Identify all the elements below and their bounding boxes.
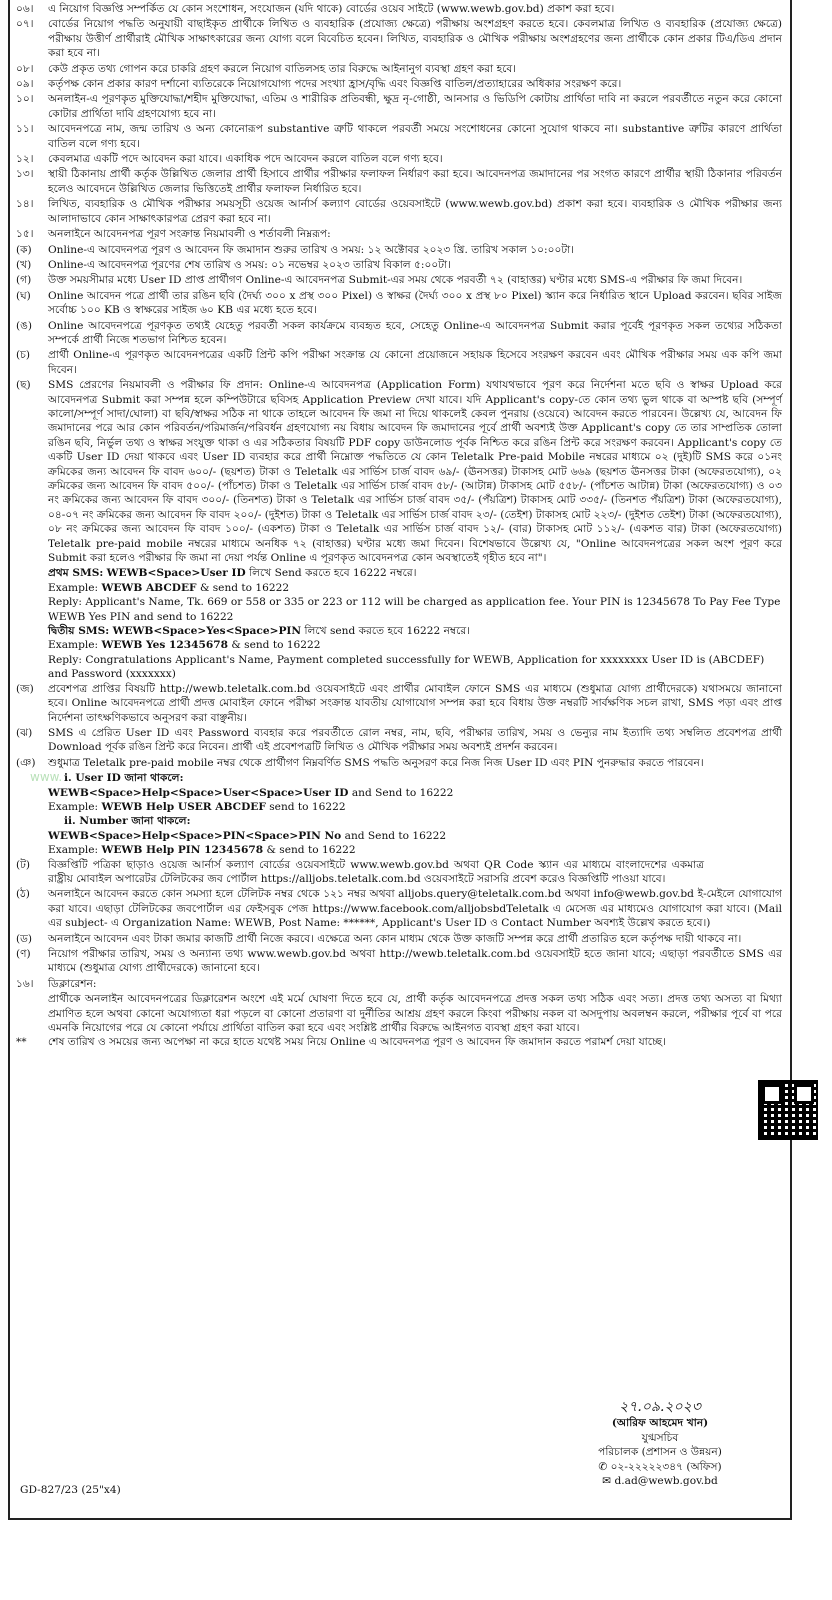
rule-item xyxy=(16,92,782,121)
second-sms-label: দ্বিতীয় SMS: xyxy=(48,625,110,638)
online-rule-number: (গ) xyxy=(16,274,32,287)
notice-page xyxy=(8,0,792,1520)
recovery-ii-title: ii. Number জানা থাকলে: xyxy=(64,815,191,828)
online-rule-text: Online আবেদন পত্রে প্রার্থী তার রঙিন ছবি (দৈর্ঘ্য ৩০০ x প্রস্থ ৩০০ Pixel) ও স্বাক্ষর (দৈর্ঘ্য ৩০০ x প্রস্থ ৮০ Pixel) স্ক্যান করে নির্ধারিত স্থানে Upload করবেন। ছবির সাইজ সর্বোচ্চ ১০০ KB ও স্বাক্ষরের সাইজ ৬০ KB এর মধ্যে হতে হবে। xyxy=(48,289,782,317)
example-label: Example: xyxy=(48,639,99,652)
second-sms-suffix: লিখে send করতে হবে 16222 নম্বরে। xyxy=(304,625,471,638)
rule-text: অনলাইনে আবেদনপত্র পূরণ সংক্রান্ত নিয়মাবলী ও শর্তাবলী নিম্নরূপ: xyxy=(48,228,331,241)
example-label: Example: xyxy=(48,581,99,594)
rule-item xyxy=(16,152,782,166)
admit-rule-item xyxy=(16,682,782,725)
watermark: www. xyxy=(30,770,63,784)
example-suffix: send to 16222 xyxy=(269,800,346,813)
online-rule-text: Online-এ আবেদনপত্র পূরণের শেষ তারিখ ও সময়: ০১ নভেম্বর ২০২৩ তারিখ বিকাল ৫:০০টা। xyxy=(48,258,451,271)
online-rule-item xyxy=(16,273,782,287)
envelope-icon: ✉ xyxy=(602,1475,612,1488)
second-sms-line xyxy=(16,624,782,638)
first-sms-suffix: লিখে Send করতে হবে 16222 নম্বরে। xyxy=(249,567,417,580)
phone-icon: ✆ xyxy=(598,1460,608,1473)
online-rule-item xyxy=(16,243,782,257)
online-rule-item xyxy=(16,319,782,348)
admit-rule-item xyxy=(16,756,782,770)
contact-rule-item xyxy=(16,932,782,946)
signature-date: ২৭.০৯.২০২৩ xyxy=(619,1399,701,1415)
example-code: WEWB Help PIN 12345678 xyxy=(101,844,264,857)
second-sms-code: WEWB<Space>Yes<Space>PIN xyxy=(112,625,302,638)
rule-text: আবেদনপত্রে নাম, জন্ম তারিখ ও অন্য কোনোরূপ substantive ত্রুটি থাকলে পরবর্তী সময়ে সংশোধনের কোনো সুযোগ থাকবে না। substantive ত্রুটির কারণে প্রার্থিতা বাতিল বলে গণ্য হবে। xyxy=(48,123,782,150)
admit-rule-number: (ঝ) xyxy=(16,726,33,739)
rule-text: স্থায়ী ঠিকানায় প্রার্থী কর্তৃক উল্লিখিত জেলার প্রার্থী হিসাবে প্রার্থীর পরীক্ষার ফলাফল নির্ধারণ করা হবে। আবেদনপত্র জমাদানের পর সংগত কারণে প্রার্থীর স্থায়ী ঠিকানার পরিবর্তন হলেও আবেদনে উল্লিখিত জেলার ভিত্তিতেই প্রার্থীর ফলাফল নির্ধারিত হবে। xyxy=(48,168,782,195)
online-rule-number: (চ) xyxy=(16,349,30,362)
rule-item xyxy=(16,17,782,60)
email-text: d.ad@wewb.gov.bd xyxy=(614,1475,718,1488)
declaration-title: ডিক্লারেশন: xyxy=(48,977,97,990)
recovery-i-label xyxy=(16,771,782,785)
recovery-ii-example xyxy=(16,843,782,857)
admit-rule-number: (জ) xyxy=(16,682,34,695)
declaration-text: প্রার্থীকে অনলাইন আবেদনপত্রের ডিক্লারেশন অংশে এই মর্মে ঘোষণা দিতে হবে যে, প্রার্থী কর্তৃক আবেদনপত্রে প্রদত্ত সকল তথ্য সঠিক এবং সত্য। প্রদত্ত তথ্য অসত্য বা মিথ্যা প্রমাণিত হলে অথবা কোনো অযোগ্যতা ধরা পড়লে বা কোনো প্রতারণা বা দুর্নীতির আশ্রয় গ্রহণ করলে কিংবা পরীক্ষায় নকল বা অসদুপায় অবলম্বন করলে, পরীক্ষার পূর্বে বা পরে এমনকি নিয়োগের পরে যে কোনো পর্যায়ে প্রার্থিতা বাতিল করা হবে এবং সংশ্লিষ্ট প্রার্থীর বিরুদ্ধে আইনগত ব্যবস্থা গ্রহণ করা যাবে। xyxy=(48,993,782,1035)
gd-number: GD-827/23 (25"x4) xyxy=(20,1484,121,1496)
recovery-i-code-line xyxy=(16,786,782,800)
declaration-number: ১৬। xyxy=(16,977,34,990)
first-sms-example xyxy=(16,581,782,595)
example-label: Example: xyxy=(48,844,99,857)
admit-rule-item xyxy=(16,726,782,755)
online-rule-item xyxy=(16,378,782,565)
rule-number: ১৫। xyxy=(16,228,34,241)
online-rules-list xyxy=(16,243,782,566)
rule-number: ০৬। xyxy=(16,3,34,15)
recovery-i-code: WEWB<Space>Help<Space>User<Space>User ID xyxy=(48,786,349,799)
admit-rule-text: প্রবেশপত্র প্রাপ্তির বিষয়টি http://wewb.teletalk.com.bd ওয়েবসাইটে এবং প্রার্থীর মোবাইল ফোনে SMS এর মাধ্যমে (শুধুমাত্র যোগ্য প্রার্থীদেরকে) যথাসময়ে জানানো হবে। Online আবেদনপত্রে প্রার্থী প্রদত্ত মোবাইল ফোনে পরীক্ষা সংক্রান্ত যাবতীয় যোগাযোগ সম্পন্ন করা হবে বিধায় উক্ত নম্বরটি সার্বক্ষণিক সচল রাখা, SMS পড়া এবং প্রাপ্ত নির্দেশনা তাৎক্ষণিকভাবে অনুসরণ করা বাঞ্ছনীয়। xyxy=(48,682,782,724)
rule-number: ০৮। xyxy=(16,62,34,75)
sms-instructions xyxy=(16,566,782,681)
declaration-item xyxy=(16,977,782,991)
contact-rule-text: বিজ্ঞপ্তিটি পত্রিকা ছাড়াও ওয়েজ আর্নার্স কল্যাণ বোর্ডের ওয়েবসাইটে www.wewb.gov.bd অথবা QR Code স্ক্যান এর মাধ্যমে বাংলাদেশের একমাত্র রাষ্ট্রীয় মোবাইল অপারেটর টেলিটকের জব পোর্টাল https://alljobs.teletalk.com.bd ওয়েবসাইটে সরাসরি প্রবেশ করেও বিজ্ঞপ্তিটি পাওয়া যাবে। xyxy=(48,858,704,885)
rule-item xyxy=(16,77,782,91)
rule-number: ১১। xyxy=(16,123,34,136)
contact-rule-item xyxy=(16,858,782,887)
contact-rule-number: (ট) xyxy=(16,858,31,871)
signatory-designation: যুগ্মসচিব xyxy=(641,1431,679,1444)
rule-text: কেবলমাত্র একটি পদে আবেদন করা যাবে। একাধিক পদে আবেদন করলে বাতিল বলে গণ্য হবে। xyxy=(48,153,443,166)
rule-item xyxy=(16,167,782,196)
contact-rule-text: নিয়োগ পরীক্ষার তারিখ, সময় ও অন্যান্য তথ্য www.wewb.gov.bd অথবা http://wewb.teletalk.com.bd ওয়েবসাইট হতে জানা যাবে; এছাড়া পরবর্তীতে SMS এর মাধ্যমে (শুধুমাত্র যোগ্য প্রার্থীদেরকে) জানানো হবে। xyxy=(48,948,782,975)
contact-rule-text: অনলাইনে আবেদন করতে কোন সমস্যা হলে টেলিটক নম্বর থেকে ১২১ নম্বর অথবা alljobs.query@teletalk.com.bd অথবা info@wewb.gov.bd ই-মেইলে যোগাযোগ করা যাবে। এছাড়া টেলিটকের জবপোর্টাল এর ফেইসবুক পেজ https://www.facebook.com/alljobsbdTeletalk এ মেসেজ এর মাধ্যমেও যোগাযোগ করা যাবে। (Mail এর subject- এ Organization Name: WEWB, Post Name: ******, Applicant's User ID ও Contact Number অবশ্যই উল্লেখ করতে হবে।) xyxy=(48,888,782,930)
signature-block xyxy=(540,1400,780,1488)
first-sms-label: প্রথম SMS: xyxy=(48,567,104,580)
example-label: Example: xyxy=(48,800,99,813)
example-code: WEWB Help USER ABCDEF xyxy=(101,800,266,813)
rule-text: লিখিত, ব্যবহারিক ও মৌখিক পরীক্ষার সময়সূচী ওয়েজ আর্নার্স কল্যাণ বোর্ডের ওয়েবসাইটে (www.wewb.gov.bd) প্রকাশ করা হবে। ব্যবহারিক ও মৌখিক পরীক্ষার জন্য আলাদাভাবে কোন সাক্ষাৎকারপত্র প্রেরণ করা হবে না। xyxy=(48,198,782,225)
online-rule-item xyxy=(16,348,782,377)
online-rule-number: (ছ) xyxy=(16,379,31,392)
online-rule-item xyxy=(16,289,782,318)
online-rule-text: উক্ত সময়সীমার মধ্যে User ID প্রাপ্ত প্রার্থীগণ Online-এ আবেদনপত্র Submit-এর সময় থেকে পরবর্তী ৭২ (বাহাত্তর) ঘণ্টার মধ্যে SMS-এ পরীক্ষার ফি জমা দিবেন। xyxy=(48,274,743,287)
example-suffix: & send to 16222 xyxy=(231,639,321,652)
first-sms-code: WEWB<Space>User ID xyxy=(106,567,246,580)
online-rule-text: প্রার্থী Online-এ পূরণকৃত আবেদনপত্রের একটি প্রিন্ট কপি পরীক্ষা সংক্রান্ত যে কোনো প্রয়োজনে সহায়ক হিসেবে সংরক্ষণ করবেন এবং মৌখিক পরীক্ষার সময় এক কপি জমা দিবেন। xyxy=(48,349,782,376)
rule-text: কর্তৃপক্ষ কোন প্রকার কারণ দর্শানো ব্যতিরেকে নিয়োগযোগ্য পদের সংখ্যা হ্রাস/বৃদ্ধি এবং বিজ্ঞপ্তি বাতিল/প্রত্যাহারের অধিকার সংরক্ষণ করে। xyxy=(48,78,622,91)
rule-number: ০৯। xyxy=(16,78,34,91)
recovery-ii-code: WEWB<Space>Help<Space>PIN<Space>PIN No xyxy=(48,829,342,842)
contact-rule-text: অনলাইনে আবেদন এবং টাকা জমার কাজটি প্রার্থী নিজে করবে। এক্ষেত্রে অন্য কোন মাধ্যম থেকে উক্ত কাজটি সম্পন্ন করে প্রার্থী প্রতারিত হলে কর্তৃপক্ষ দায়ী থাকবে না। xyxy=(48,932,742,945)
online-rule-text: SMS প্রেরণের নিয়মাবলী ও পরীক্ষার ফি প্রদান: Online-এ আবেদনপত্র (Application Form) যথাযথভাবে পূরণ করে নির্দেশনা মতে ছবি ও স্বাক্ষর Upload করে আবেদনপত্র Submit করা সম্পন্ন হলে কম্পিউটারে ছবিসহ Application Preview দেখা যাবে। যদি Applicant's copy-তে কোন তথ্য ভুল থাকে বা অস্পষ্ট ছবি (সম্পূর্ণ কালো/সম্পূর্ণ সাদা/ঘোলা) বা ছবি/স্বাক্ষর সঠিক না থাকে তাহলে আবেদন ফি জমা না দিয়ে থাকলেই কেবল পুনরায় (ওয়েবে) আবেদন করতে পারবেন। উল্লেখ্য যে, আবেদন ফি জমাদানের পরে আর কোন পরিবর্তন/পরিমার্জন/পরিবর্ধন গ্রহণযোগ্য নয় বিধায় আবেদন ফি জমাদানের পূর্বে প্রার্থী অবশ্যই উক্ত Applicant's copy তে তার সাম্প্রতিক তোলা রঙিন ছবি, নির্ভুল তথ্য ও স্বাক্ষর সংযুক্ত থাকা ও এর সঠিকতার বিষয়টি PDF copy ডাউনলোড পূর্বক নিশ্চিত করে রঙিন প্রিন্ট করে সংরক্ষণ করবেন। Applicant's copy তে একটি User ID দেয়া থাকবে এবং User ID ব্যবহার করে প্রার্থী নিম্নোক্ত পদ্ধতিতে যে কোন Teletalk Pre-paid Mobile নম্বরের মাধ্যমে ০২ (দুই)টি SMS করে ০১নং ক্রমিকের জন্য আবেদন ফি বাবদ ৬০০/- (ছয়শত) টাকা ও Teletalk এর সার্ভিস চার্জ বাবদ ৬৯/- (ঊনসত্তর) টাকাসহ মোট ৬৬৯ (ছয়শত ঊনসত্তর টাকা (অফেরতযোগ্য), ০২ ক্রমিকের জন্য আবেদন ফি বাবদ ৫০০/- (পাঁচশত) টাকা ও Teletalk এর সার্ভিস চার্জ বাবদ ৫৮/- (আটান্ন) টাকাসহ মোট ৫৫৮/- (পাঁচশত আটান্ন) টাকা (অফেরতযোগ্য) ও ০৩ নং ক্রমিকের জন্য আবেদন ফি বাবদ ৩০০/- (তিনশত) টাকা ও Teletalk এর সার্ভিস চার্জ বাবদ ৩৫/- (পঁয়ত্রিশ) টাকাসহ মোট ৩৩৫/- (তিনশত পঁয়ত্রিশ) টাকা (অফেরতযোগ্য), ০৪-০৭ নং ক্রমিকের জন্য আবেদন ফি বাবদ ২০০/- (দুইশত) টাকা ও Teletalk এর সার্ভিস চার্জ বাবদ ২৩/- (তেইশ) টাকাসহ মোট ২২৩/- (দুইশত তেইশ) টাকা (অফেরতযোগ্য), ০৮ নং ক্রমিকের জন্য আবেদন ফি বাবদ ১০০/- (একশত) টাকা ও Teletalk এর সার্ভিস চার্জ বাবদ ১২/- (বার) টাকাসহ মোট ১১২/- (একশত বার) টাকা (অফেরতযোগ্য) Teletalk pre-paid mobile নম্বরের মাধ্যমে অনধিক ৭২ (বাহাত্তর) ঘণ্টার মধ্যে জমা দিবেন। বিশেষভাবে উল্লেখ্য যে, "Online আবেদনপত্রের সকল অংশ পূরণ করে Submit করা হলেও পরীক্ষার ফি জমা না দেয়া পর্যন্ত Online এ পূরণকৃত আবেদনপত্র কোন অবস্থাতেই গৃহীত হবে না"। xyxy=(48,379,782,565)
phone-text: ০২-২২২২২৩৪৭ (অফিস) xyxy=(610,1460,722,1473)
rule-item xyxy=(16,2,782,16)
signatory-phone xyxy=(540,1460,780,1474)
note-text: শেষ তারিখ ও সময়ের জন্য অপেক্ষা না করে হাতে যথেষ্ট সময় নিয়ে Online এ আবেদনপত্র পূরণ ও আবেদন ফি জমাদান করতে পরামর্শ দেয়া যাচ্ছে। xyxy=(48,1036,666,1049)
online-rule-number: (ক) xyxy=(16,243,32,256)
online-rule-number: (খ) xyxy=(16,258,32,271)
contact-rule-item xyxy=(16,887,782,930)
second-sms-example xyxy=(16,638,782,652)
admit-rule-text: শুধুমাত্র Teletalk pre-paid mobile নম্বর থেকে প্রার্থীগণ নিম্নবর্ণিত SMS পদ্ধতি অনুসরণ করে নিজ নিজ User ID এবং PIN পুনরুদ্ধার করতে পারবেন। xyxy=(48,756,704,769)
rule-number: ১৩। xyxy=(16,168,34,181)
signatory-office: পরিচালক (প্রশাসন ও উন্নয়ন) xyxy=(598,1446,722,1459)
example-suffix: & send to 16222 xyxy=(199,581,290,594)
second-reply: Reply: Congratulations Applicant's Name, Payment completed successfully for WEWB, Application for xxxxxxxx User ID is (ABCDEF) and Password (xxxxxxx) xyxy=(48,653,765,681)
online-rule-number: (ঙ) xyxy=(16,319,33,332)
example-code: WEWB Yes 12345678 xyxy=(101,639,228,652)
rule-number: ০৭। xyxy=(16,18,34,31)
rule-item xyxy=(16,122,782,151)
admit-rule-number: (ঞ) xyxy=(16,756,36,769)
admit-card-rules-list xyxy=(16,682,782,770)
rule-text: এ নিয়োগ বিজ্ঞপ্তি সম্পর্কিত যে কোন সংশোধন, সংযোজন (যদি থাকে) বোর্ডের ওয়েব সাইটে (www.wewb.gov.bd) প্রকাশ করা হবে। xyxy=(48,3,615,15)
rule-text: কেউ প্রকৃত তথ্য গোপন করে চাকরি গ্রহণ করলে নিয়োগ বাতিলসহ তার বিরুদ্ধে আইনানুগ ব্যবস্থা গ্রহণ করা হবে। xyxy=(48,62,517,75)
recovery-i-suffix: and Send to 16222 xyxy=(351,786,454,799)
signatory-email[interactable] xyxy=(540,1474,780,1488)
signatory-name: (আরিফ আহমেদ খান) xyxy=(611,1417,709,1430)
rule-text: অনলাইন-এ পূরণকৃত মুক্তিযোদ্ধা/শহীদ মুক্তিযোদ্ধা, এতিম ও শারীরিক প্রতিবন্ধী, ক্ষুদ্র নৃ-গোষ্ঠী, আনসার ও ভিডিপি কোটায় প্রার্থিতা দাবি না করলে পরবর্তীতে নতুন করে কোনো কোটার প্রার্থিতা দাবি গ্রহণযোগ্য হবে না। xyxy=(48,93,782,120)
recovery-i-title: i. User ID জানা থাকলে: xyxy=(64,772,184,785)
rule-text: বোর্ডের নিয়োগ পদ্ধতি অনুযায়ী বাছাইকৃত প্রার্থীকে লিখিত ও ব্যবহারিক (প্রযোজ্য ক্ষেত্রে) পরীক্ষায় অংশগ্রহণ করতে হবে। কেবলমাত্র লিখিত ও ব্যবহারিক (প্রযোজ্য ক্ষেত্রে) পরীক্ষায় উত্তীর্ণ প্রার্থীরাই মৌখিক সাক্ষাৎকারের জন্য যোগ্য বলে বিবেচিত হবেন। লিখিত, ব্যবহারিক ও মৌখিক পরীক্ষায় অংশগ্রহণের জন্য প্রার্থীকে কোন প্রকার টিএ/ডিএ প্রদান করা হবে না। xyxy=(48,18,782,60)
note-marker: ** xyxy=(16,1036,27,1049)
online-rule-item xyxy=(16,258,782,272)
contact-rule-item xyxy=(16,947,782,976)
online-rule-number: (ঘ) xyxy=(16,289,31,302)
rule-number: ১৪। xyxy=(16,198,34,211)
rule-number: ১০। xyxy=(16,93,34,106)
rule-number: ১২। xyxy=(16,153,34,166)
qr-code-icon[interactable] xyxy=(758,1080,818,1140)
recovery-i-example xyxy=(16,800,782,814)
rule-item xyxy=(16,62,782,76)
recovery-instructions xyxy=(16,771,782,857)
example-code: WEWB ABCDEF xyxy=(101,581,197,594)
contact-rules-list xyxy=(16,858,782,976)
online-rule-text: Online আবেদনপত্রে পূরণকৃত তথ্যই যেহেতু পরবর্তী সকল কার্যক্রমে ব্যবহৃত হবে, সেহেতু Online-এ আবেদনপত্র Submit করার পূর্বেই পূরণকৃত সকল তথ্যের সঠিকতা সম্পর্কে প্রার্থী নিজে শতভাগ নিশ্চিত হবেন। xyxy=(48,319,782,346)
note-item xyxy=(16,1035,782,1049)
rules-list-1 xyxy=(16,2,782,242)
first-reply: Reply: Applicant's Name, Tk. 669 or 558 or 335 or 223 or 112 will be charged as application fee. Your PIN is 12345678 To Pay Fee Type WEWB Yes PIN and send to 16222 xyxy=(48,596,781,623)
contact-rule-number: (ঠ) xyxy=(16,888,30,901)
recovery-ii-label xyxy=(16,814,782,828)
first-sms-line xyxy=(16,566,782,580)
example-suffix: & send to 16222 xyxy=(266,844,356,857)
recovery-ii-code-line xyxy=(16,829,782,843)
online-rule-text: Online-এ আবেদনপত্র পূরণ ও আবেদন ফি জমাদান শুরুর তারিখ ও সময়: ১২ অক্টোবর ২০২৩ খ্রি. তারিখ সকাল ১০:০০টা। xyxy=(48,243,574,256)
rule-item xyxy=(16,197,782,226)
recovery-ii-suffix: and Send to 16222 xyxy=(344,829,447,842)
rule-item xyxy=(16,227,782,241)
admit-rule-text: SMS এ প্রেরিত User ID এবং Password ব্যবহার করে পরবর্তীতে রোল নম্বর, নাম, ছবি, পরীক্ষার তারিখ, সময় ও ভেন্যুর নাম ইত্যাদি তথ্য সম্বলিত প্রবেশপত্র প্রার্থী Download পূর্বক রঙিন প্রিন্ট করে নিবেন। প্রার্থী এই প্রবেশপত্রটি লিখিত ও মৌখিক পরীক্ষার সময় অবশ্যই প্রদর্শন করবেন। xyxy=(48,726,782,754)
contact-rule-number: (ড) xyxy=(16,932,33,945)
contact-rule-number: (ণ) xyxy=(16,948,31,960)
